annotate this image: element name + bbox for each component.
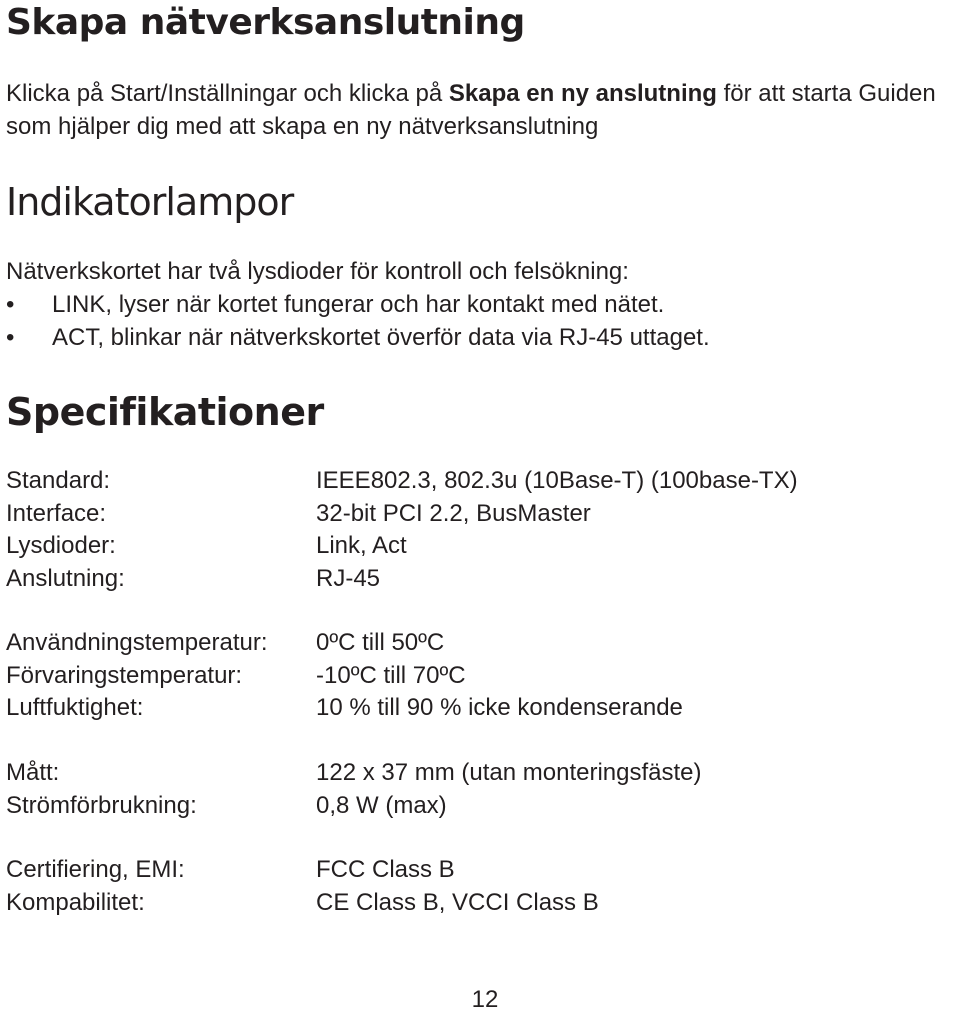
list-item-text: LINK, lyser när kortet fungerar och har kontakt med nätet.	[52, 291, 665, 318]
spec-value: Link, Act	[316, 532, 407, 559]
create-connection-instructions	[6, 77, 956, 143]
spec-label: Mått:	[6, 759, 60, 786]
spec-value: IEEE802.3, 802.3u (10Base-T) (100base-TX)	[316, 467, 798, 494]
spec-label: Anslutning:	[6, 564, 125, 592]
spec-label: Luftfuktighet:	[6, 694, 144, 721]
spec-row	[6, 627, 683, 660]
spec-row	[6, 563, 798, 596]
spec-row	[6, 790, 702, 823]
spec-label: Strömförbrukning:	[6, 791, 197, 819]
list-item-text: ACT, blinkar när nätverkskortet överför data via RJ-45 uttaget.	[52, 324, 710, 351]
instructions-bold-text: Skapa en ny anslutning	[448, 80, 717, 107]
spec-value: 32-bit PCI 2.2, BusMaster	[316, 499, 591, 527]
spec-value: FCC Class B	[316, 856, 455, 883]
indicator-list	[6, 288, 710, 354]
spec-group-certification	[6, 854, 599, 919]
spec-group-general	[6, 465, 798, 595]
spec-label: Förvaringstemperatur:	[6, 661, 243, 689]
spec-value: 122 x 37 mm (utan monteringsfäste)	[316, 759, 702, 786]
section-title-create-connection: Skapa nätverksanslutning	[6, 2, 525, 43]
spec-row	[6, 854, 599, 887]
page-number: 12	[471, 986, 499, 1013]
spec-label: Användningstemperatur:	[6, 629, 268, 656]
spec-value: 0ºC till 50ºC	[316, 629, 445, 656]
spec-label: Certifiering, EMI:	[6, 856, 185, 883]
spec-group-physical	[6, 757, 702, 822]
spec-row	[6, 465, 798, 498]
instructions-text-end: för att starta Guiden som hjälper dig med att skapa en ny nätverksanslutning	[6, 80, 936, 140]
spec-label: Standard:	[6, 467, 111, 494]
spec-label: Kompabilitet:	[6, 888, 145, 916]
instructions-text-start: Klicka på Start/Inställningar och klicka på	[6, 80, 449, 107]
spec-row	[6, 498, 798, 531]
spec-value: CE Class B, VCCI Class B	[316, 888, 599, 916]
spec-row	[6, 692, 683, 725]
list-item	[6, 288, 710, 321]
bullet-icon: •	[6, 291, 15, 318]
spec-value: RJ-45	[316, 564, 381, 592]
spec-value: 0,8 W (max)	[316, 791, 447, 819]
spec-group-environment	[6, 627, 683, 725]
indicators-intro: Nätverkskortet har två lysdioder för kontroll och felsökning:	[6, 258, 629, 285]
spec-value: 10 % till 90 % icke kondenserande	[316, 694, 683, 721]
spec-row	[6, 757, 702, 790]
spec-row	[6, 530, 798, 563]
spec-row	[6, 887, 599, 920]
spec-label: Interface:	[6, 499, 107, 527]
section-title-specifications: Specifikationer	[6, 390, 324, 434]
section-title-indicators: Indikatorlampor	[6, 180, 294, 224]
list-item	[6, 321, 710, 354]
spec-value: -10ºC till 70ºC	[316, 661, 466, 689]
bullet-icon: •	[6, 324, 15, 351]
spec-label: Lysdioder:	[6, 532, 116, 559]
spec-row	[6, 660, 683, 693]
